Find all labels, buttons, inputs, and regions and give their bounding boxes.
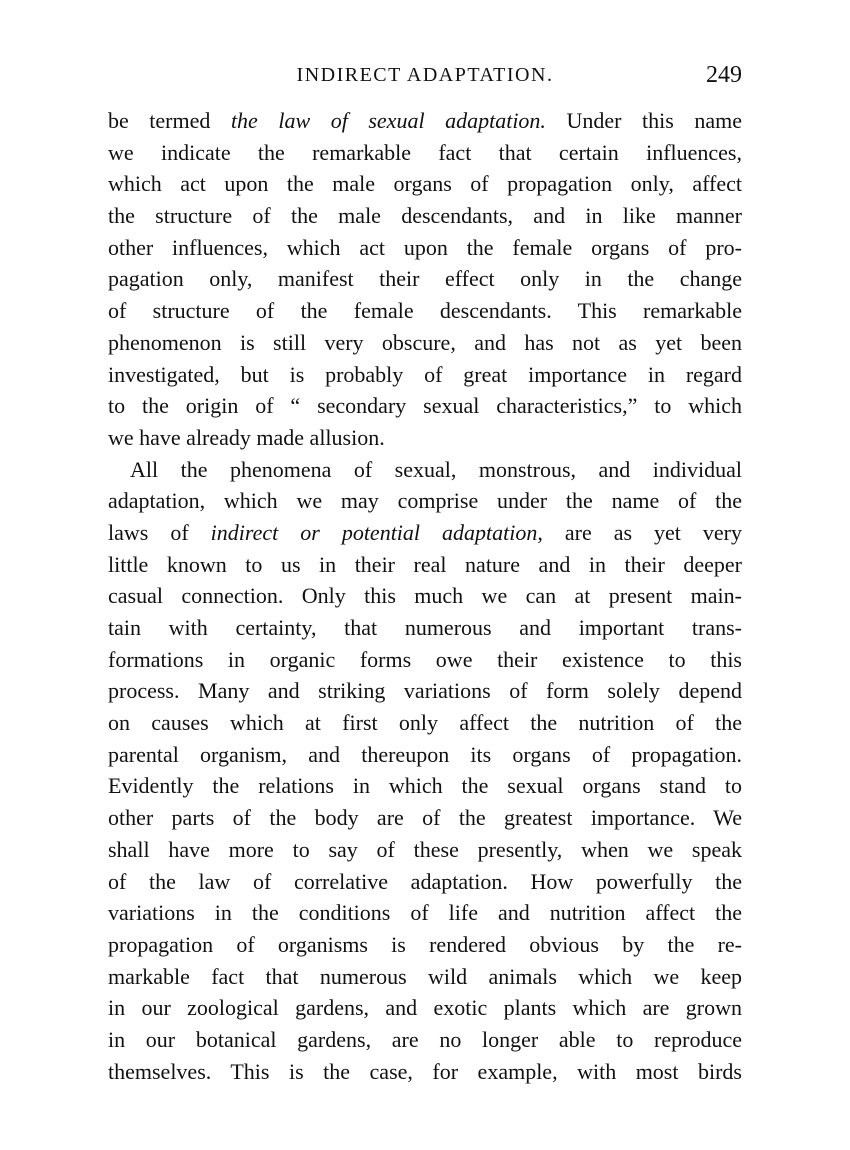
text-line: of the law of correlative adaptation. How powerfully the [108,868,742,894]
text-line: pagation only, manifest their effect only in the change [108,266,742,292]
text-line: other parts of the body are of the greatest importance. We [108,805,742,831]
text-line: we have already made allusion. [108,424,385,450]
text-line: other influences, which act upon the female organs of pro- [108,234,742,260]
running-title: INDIRECT ADAPTATION. [296,64,554,86]
text-line: investigated, but is probably of great importance in regard [108,361,742,387]
text-line: process. Many and striking variations of form solely depend [108,678,742,704]
text-line: variations in the conditions of life and nutrition affect the [108,900,742,926]
text-line: markable fact that numerous wild animals which we keep [108,963,742,989]
text-line: the structure of the male descendants, and in like manner [108,203,742,229]
text-line: in our zoological gardens, and exotic plants which are grown [108,995,742,1021]
text-line: formations in organic forms owe their existence to this [108,646,742,672]
text-line: adaptation, which we may comprise under the name of the [108,488,742,514]
text-line: propagation of organisms is rendered obvious by the re- [108,931,742,957]
page-number: 249 [706,62,742,88]
text-line: shall have more to say of these presently, when we speak [108,836,742,862]
text-line: Evidently the relations in which the sexual organs stand to [108,773,742,799]
text-line: be termed the law of sexual adaptation. Under this name [108,108,742,133]
text-line: which act upon the male organs of propagation only, affect [108,171,742,197]
text-line: tain with certainty, that numerous and important trans- [108,615,742,640]
text-line: in our botanical gardens, are no longer able to reproduce [108,1026,742,1052]
text-line: to the origin of “ secondary sexual characteristics,” to which [108,393,742,419]
text-line: of structure of the female descendants. This remarkable [108,298,742,324]
text-line: laws of indirect or potential adaptation, are as yet very [108,519,743,545]
text-line: on causes which at first only affect the nutrition of the [108,710,742,736]
text-line: phenomenon is still very obscure, and has not as yet been [108,329,742,355]
body-text [108,105,742,1087]
text-line: All the phenomena of sexual, monstrous, and individual [130,456,742,482]
text-line: themselves. This is the case, for example, with most birds [108,1058,742,1084]
running-head [108,60,742,90]
text-line: parental organism, and thereupon its organs of propagation. [108,741,742,767]
text-line: little known to us in their real nature and in their deeper [108,551,742,577]
text-line: casual connection. Only this much we can at present main- [108,583,742,609]
text-line: we indicate the remarkable fact that certain influences, [108,139,742,165]
